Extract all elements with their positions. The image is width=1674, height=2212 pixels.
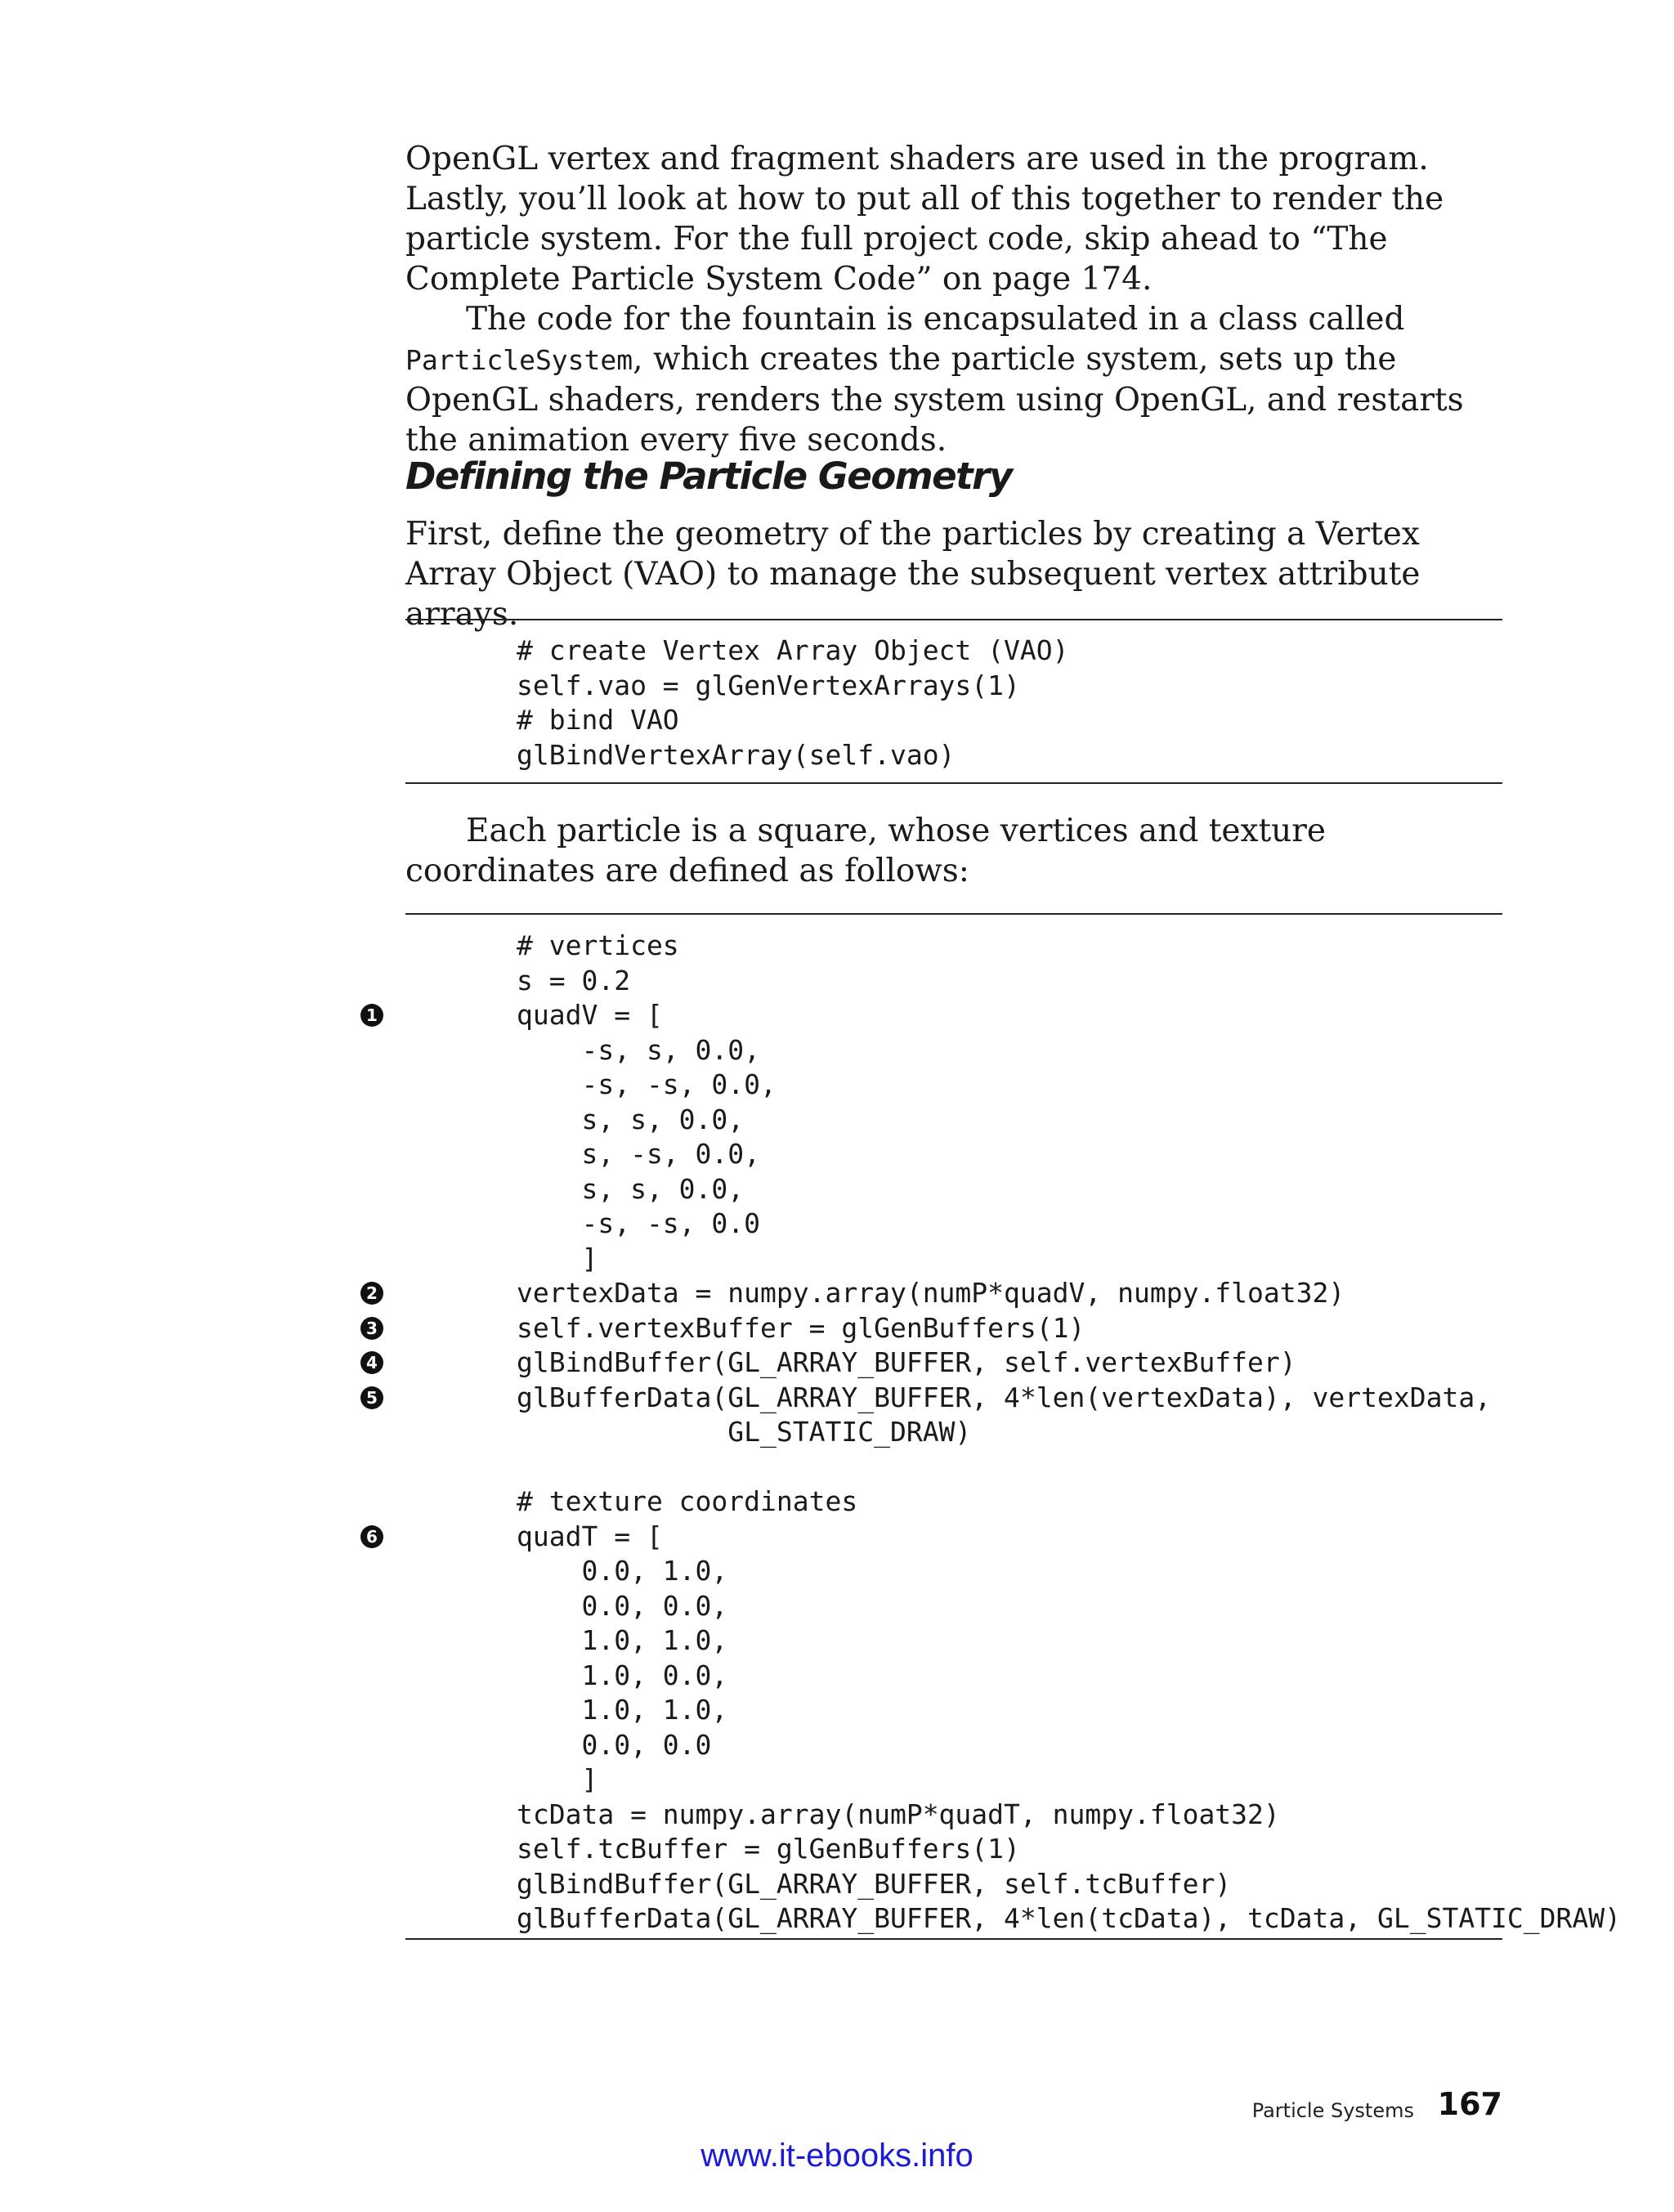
geometry-code-block: # vertices s = 0.2 quadV = [ -s, s, 0.0, -s, -s, 0.0, s, s, 0.0, s, -s, 0.0, s, s, 0.0, -s, -s, 0.0 ] vertexData = numpy.array(numP*quadV, numpy.float32) self.vertexBuffer = glGenBuffers(1) glBindBuffer(GL_ARRAY_BUFFER, self.vertexBuffer) glBufferData(GL_ARRAY_BUFFER, 4*len(vertexData), vertexData, GL_STATIC_DRAW) # texture coordinates quadT = [ 0.0, 1.0, 0.0, 0.0, 1.0, 1.0, 1.0, 0.0, 1.0, 1.0, 0.0, 0.0 ] tcData = numpy.array(numP*quadT, numpy.float32) self.tcBuffer = glGenBuffers(1) glBindBuffer(GL_ARRAY_BUFFER, self.tcBuffer) glBufferData(GL_ARRAY_BUFFER, 4*len(tcData), tcData, GL_STATIC_DRAW) <box>517 929 1622 1934</box>
callout-2-icon: 2 <box>360 1282 383 1305</box>
code-block-rule-bottom <box>405 1938 1502 1940</box>
section-intro <box>405 514 1502 634</box>
section-paragraph-1: First, define the geometry of the particles by creating a Vertex Array Object (VAO) to manage the subsequent vertex attribute arrays. <box>405 516 1421 633</box>
callout-4-icon: 4 <box>360 1351 383 1374</box>
code-block-rule-top <box>405 913 1502 915</box>
vao-code-block: # create Vertex Array Object (VAO) self.vao = glGenVertexArrays(1) # bind VAO glBindVertexArray(self.vao) <box>517 634 1069 771</box>
watermark-link[interactable]: www.it-ebooks.info <box>700 2138 974 2174</box>
callout-1-icon: 1 <box>360 1004 383 1027</box>
intro-paragraph-2 <box>405 299 1502 460</box>
section-heading: Defining the Particle Geometry <box>405 454 1012 498</box>
code-block-rule-bottom <box>405 782 1502 784</box>
callout-3-icon: 3 <box>360 1317 383 1340</box>
running-footer-title: Particle Systems <box>1251 2099 1414 2122</box>
section-paragraph-2: Each particle is a square, whose vertices and texture coordinates are defined as follows: <box>405 813 1326 889</box>
intro-text <box>405 139 1502 460</box>
intro-paragraph-1: OpenGL vertex and fragment shaders are used in the program. Lastly, you’ll look at how to put all of this together to render the particle system. For the full project code, skip ahead to “The Complete Particle System Code” on page 174. <box>405 141 1444 298</box>
code-block-rule-top <box>405 619 1502 620</box>
callout-6-icon: 6 <box>360 1525 383 1548</box>
intro-paragraph-2-start: The code for the fountain is encapsulated in a class called <box>466 301 1405 338</box>
section-text-2 <box>405 811 1502 891</box>
page-number: 167 <box>1437 2086 1502 2122</box>
callout-5-icon: 5 <box>360 1386 383 1409</box>
intro-paragraph-2-end: , which creates the particle system, sets up the OpenGL shaders, renders the system using OpenGL, and restarts the animation every five seconds. <box>405 341 1464 459</box>
class-name-code: ParticleSystem <box>405 344 633 376</box>
